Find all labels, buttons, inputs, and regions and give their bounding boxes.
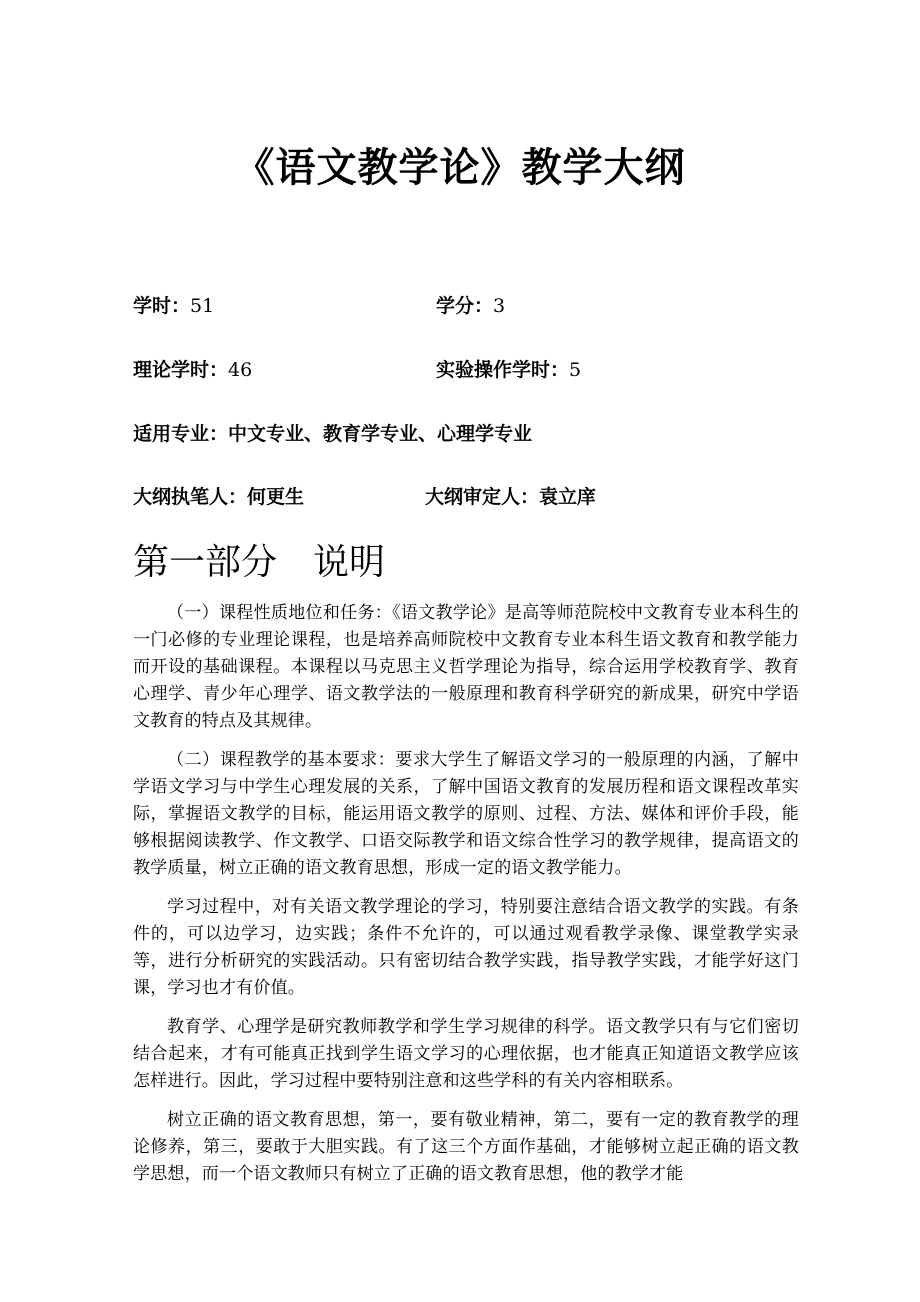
meta-hours (133, 293, 214, 319)
meta-majors-label: 适用专业： (133, 423, 229, 445)
paragraph-related-disciplines: 教育学、心理学是研究教师教学和学生学习规律的科学。语文教学只有与它们密切结合起来，才有可能真正找到学生语文学习的心理依据，也才能真正知道语文教学应该怎样进行。因此，学习过程中要特别注意和这些学科的有关内容相联系。 (133, 1017, 799, 1091)
section-body (133, 600, 799, 1200)
meta-credits-value: 3 (493, 295, 506, 317)
meta-author (133, 484, 304, 510)
section-heading: 第一部分 说明 (133, 542, 386, 583)
meta-lab-hours-value: 5 (569, 359, 582, 381)
meta-applicable-majors (133, 421, 532, 447)
meta-hours-value: 51 (190, 295, 215, 317)
paragraph-basic-requirements: （二）课程教学的基本要求：要求大学生了解语文学习的一般原理的内涵，了解中学语文学习与中学生心理发展的关系，了解中国语文教育的发展历程和语文课程改革实际，掌握语文教学的目标，能运用语文教学的原则、过程、方法、媒体和评价手段，能够根据阅读教学、作文教学、口语交际教学和语文综合性学习的教学规律，提高语文的教学质量，树立正确的语文教育思想，形成一定的语文教学能力。 (133, 750, 799, 878)
meta-hours-label: 学时： (133, 295, 191, 317)
meta-lab-hours-label: 实验操作学时： (436, 359, 570, 381)
meta-author-value: 何更生 (247, 486, 305, 508)
meta-author-label: 大纲执笔人： (133, 486, 248, 508)
meta-theory-hours-value: 46 (228, 359, 253, 381)
meta-credits-label: 学分： (436, 295, 494, 317)
meta-credits (436, 293, 505, 319)
paragraph-course-nature: （一）课程性质地位和任务：《语文教学论》是高等师范院校中文教育专业本科生的一门必修的专业理论课程，也是培养高师院校中文教育专业本科生语文教育和教学能力而开设的基础课程。本课程以马克思主义哲学理论为指导，综合运用学校教育学、教育心理学、青少年心理学、语文教学法的一般原理和教育科学研究的新成果，研究中学语文教育的特点及其规律。 (133, 603, 799, 731)
meta-theory-hours (133, 357, 252, 383)
meta-reviewer-label: 大纲审定人： (425, 486, 540, 508)
meta-majors-value: 中文专业、教育学专业、心理学专业 (228, 423, 533, 445)
document-title: 《语文教学论》教学大纲 (234, 145, 686, 191)
meta-reviewer-value: 袁立庠 (539, 486, 597, 508)
paragraph-education-thought: 树立正确的语文教育思想，第一，要有敬业精神，第二，要有一定的教育教学的理论修养，第三，要敢于大胆实践。有了这三个方面作基础，才能够树立起正确的语文教学思想，而一个语文教师只有树立了正确的语文教育思想，他的教学才能 (133, 1110, 799, 1184)
meta-reviewer (425, 484, 596, 510)
meta-lab-hours (436, 357, 581, 383)
meta-theory-hours-label: 理论学时： (133, 359, 229, 381)
paragraph-learning-practice: 学习过程中，对有关语文教学理论的学习，特别要注意结合语文教学的实践。有条件的，可以边学习，边实践；条件不允许的，可以通过观看教学录像、课堂教学实录等，进行分析研究的实践活动。只有密切结合教学实践，指导教学实践，才能学好这门课，学习也才有价值。 (133, 897, 799, 998)
